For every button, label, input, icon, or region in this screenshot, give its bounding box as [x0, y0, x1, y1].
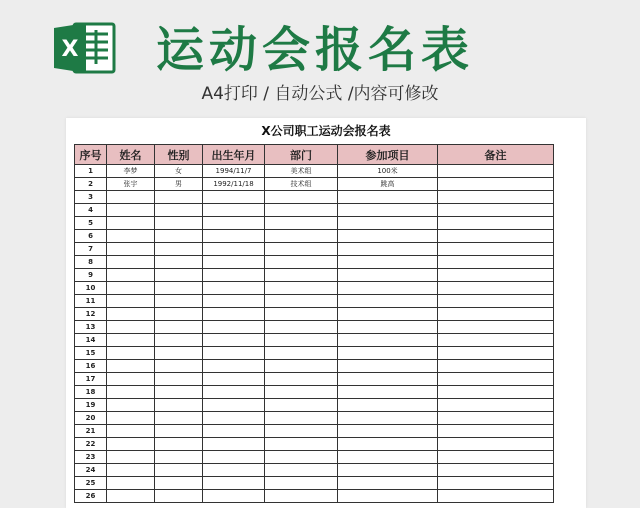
cell-col-birth[interactable] — [203, 308, 265, 321]
cell-col-gender[interactable] — [155, 412, 203, 425]
cell-col-birth[interactable] — [203, 425, 265, 438]
cell-col-event[interactable] — [338, 360, 438, 373]
cell-col-dept[interactable] — [265, 360, 338, 373]
cell-col-remark[interactable] — [438, 464, 554, 477]
cell-col-name[interactable] — [107, 191, 155, 204]
cell-col-remark[interactable] — [438, 373, 554, 386]
cell-col-dept[interactable] — [265, 425, 338, 438]
cell-col-no[interactable]: 25 — [75, 477, 107, 490]
cell-col-remark[interactable] — [438, 321, 554, 334]
cell-col-name[interactable] — [107, 256, 155, 269]
page-title: 运动会报名表 — [156, 22, 475, 78]
cell-col-dept[interactable] — [265, 451, 338, 464]
cell-col-event[interactable] — [338, 373, 438, 386]
cell-col-no[interactable]: 22 — [75, 438, 107, 451]
cell-col-birth[interactable]: 1994/11/7 — [203, 165, 265, 178]
cell-col-remark[interactable] — [438, 295, 554, 308]
cell-col-birth[interactable] — [203, 360, 265, 373]
cell-col-gender[interactable] — [155, 464, 203, 477]
cell-col-gender[interactable] — [155, 204, 203, 217]
table-row — [75, 217, 554, 230]
cell-col-dept[interactable]: 美术组 — [265, 165, 338, 178]
cell-col-birth[interactable] — [203, 269, 265, 282]
cell-col-event[interactable] — [338, 191, 438, 204]
table-row — [75, 321, 554, 334]
cell-col-name[interactable] — [107, 204, 155, 217]
cell-col-remark[interactable] — [438, 217, 554, 230]
cell-col-birth[interactable] — [203, 334, 265, 347]
cell-col-event[interactable] — [338, 490, 438, 503]
cell-col-name[interactable]: 张宇 — [107, 178, 155, 191]
cell-col-name[interactable] — [107, 269, 155, 282]
cell-col-name[interactable]: 李梦 — [107, 165, 155, 178]
cell-col-remark[interactable] — [438, 399, 554, 412]
cell-col-name[interactable] — [107, 295, 155, 308]
cell-col-no[interactable]: 11 — [75, 295, 107, 308]
cell-col-no[interactable]: 6 — [75, 230, 107, 243]
table-row — [75, 165, 554, 178]
cell-col-remark[interactable] — [438, 282, 554, 295]
cell-col-dept[interactable] — [265, 256, 338, 269]
cell-col-name[interactable] — [107, 321, 155, 334]
cell-col-name[interactable] — [107, 490, 155, 503]
cell-col-dept[interactable] — [265, 308, 338, 321]
table-row — [75, 256, 554, 269]
cell-col-no[interactable]: 7 — [75, 243, 107, 256]
cell-col-remark[interactable] — [438, 308, 554, 321]
cell-col-gender[interactable]: 女 — [155, 165, 203, 178]
table-row — [75, 386, 554, 399]
cell-col-no[interactable]: 18 — [75, 386, 107, 399]
cell-col-name[interactable] — [107, 243, 155, 256]
cell-col-dept[interactable] — [265, 399, 338, 412]
cell-col-gender[interactable] — [155, 360, 203, 373]
cell-col-no[interactable]: 20 — [75, 412, 107, 425]
cell-col-birth[interactable] — [203, 295, 265, 308]
cell-col-birth[interactable] — [203, 477, 265, 490]
page-header — [0, 0, 640, 118]
cell-col-dept[interactable] — [265, 464, 338, 477]
cell-col-gender[interactable] — [155, 347, 203, 360]
cell-col-no[interactable]: 23 — [75, 451, 107, 464]
cell-col-name[interactable] — [107, 412, 155, 425]
cell-col-remark[interactable] — [438, 438, 554, 451]
cell-col-dept[interactable] — [265, 334, 338, 347]
table-row — [75, 464, 554, 477]
cell-col-dept[interactable] — [265, 412, 338, 425]
cell-col-remark[interactable] — [438, 256, 554, 269]
cell-col-birth[interactable] — [203, 412, 265, 425]
header-col-remark: 备注 — [438, 145, 554, 165]
table-row — [75, 308, 554, 321]
cell-col-dept[interactable] — [265, 217, 338, 230]
cell-col-dept[interactable] — [265, 321, 338, 334]
cell-col-name[interactable] — [107, 451, 155, 464]
cell-col-remark[interactable] — [438, 191, 554, 204]
cell-col-name[interactable] — [107, 282, 155, 295]
spreadsheet-preview — [66, 118, 586, 508]
cell-col-dept[interactable] — [265, 191, 338, 204]
cell-col-remark[interactable] — [438, 386, 554, 399]
cell-col-remark[interactable] — [438, 243, 554, 256]
table-row — [75, 477, 554, 490]
cell-col-remark[interactable] — [438, 230, 554, 243]
logo-letter: X — [61, 37, 79, 62]
cell-col-remark[interactable] — [438, 425, 554, 438]
cell-col-no[interactable]: 21 — [75, 425, 107, 438]
cell-col-event[interactable] — [338, 321, 438, 334]
cell-col-name[interactable] — [107, 373, 155, 386]
cell-col-remark[interactable] — [438, 477, 554, 490]
cell-col-remark[interactable] — [438, 490, 554, 503]
header-col-no: 序号 — [75, 145, 107, 165]
cell-col-name[interactable] — [107, 386, 155, 399]
cell-col-no[interactable]: 8 — [75, 256, 107, 269]
header-col-name: 姓名 — [107, 145, 155, 165]
cell-col-event[interactable] — [338, 347, 438, 360]
cell-col-no[interactable]: 14 — [75, 334, 107, 347]
cell-col-gender[interactable] — [155, 295, 203, 308]
cell-col-birth[interactable] — [203, 191, 265, 204]
header-col-dept: 部门 — [265, 145, 338, 165]
cell-col-birth[interactable] — [203, 386, 265, 399]
cell-col-name[interactable] — [107, 360, 155, 373]
cell-col-event[interactable] — [338, 334, 438, 347]
cell-col-event[interactable] — [338, 386, 438, 399]
cell-col-event[interactable] — [338, 308, 438, 321]
cell-col-name[interactable] — [107, 217, 155, 230]
cell-col-dept[interactable] — [265, 373, 338, 386]
cell-col-gender[interactable] — [155, 282, 203, 295]
cell-col-gender[interactable] — [155, 438, 203, 451]
cell-col-name[interactable] — [107, 399, 155, 412]
cell-col-dept[interactable] — [265, 438, 338, 451]
cell-col-gender[interactable] — [155, 373, 203, 386]
cell-col-no[interactable]: 5 — [75, 217, 107, 230]
table-row — [75, 490, 554, 503]
cell-col-gender[interactable] — [155, 399, 203, 412]
cell-col-remark[interactable] — [438, 204, 554, 217]
header-col-gender: 性别 — [155, 145, 203, 165]
cell-col-no[interactable]: 1 — [75, 165, 107, 178]
cell-col-gender[interactable] — [155, 386, 203, 399]
cell-col-event[interactable]: 跳高 — [338, 178, 438, 191]
cell-col-name[interactable] — [107, 230, 155, 243]
registration-table — [74, 144, 554, 503]
cell-col-no[interactable]: 13 — [75, 321, 107, 334]
cell-col-remark[interactable] — [438, 334, 554, 347]
cell-col-no[interactable]: 17 — [75, 373, 107, 386]
cell-col-remark[interactable] — [438, 360, 554, 373]
cell-col-gender[interactable] — [155, 256, 203, 269]
cell-col-gender[interactable] — [155, 191, 203, 204]
cell-col-no[interactable]: 10 — [75, 282, 107, 295]
table-header-row — [75, 145, 554, 165]
cell-col-no[interactable]: 3 — [75, 191, 107, 204]
cell-col-dept[interactable] — [265, 282, 338, 295]
cell-col-birth[interactable] — [203, 256, 265, 269]
cell-col-birth[interactable]: 1992/11/18 — [203, 178, 265, 191]
cell-col-gender[interactable] — [155, 490, 203, 503]
cell-col-dept[interactable] — [265, 295, 338, 308]
cell-col-no[interactable]: 2 — [75, 178, 107, 191]
cell-col-gender[interactable] — [155, 217, 203, 230]
cell-col-birth[interactable] — [203, 347, 265, 360]
cell-col-dept[interactable] — [265, 477, 338, 490]
cell-col-birth[interactable] — [203, 399, 265, 412]
cell-col-birth[interactable] — [203, 451, 265, 464]
cell-col-event[interactable] — [338, 256, 438, 269]
table-row — [75, 438, 554, 451]
cell-col-event[interactable] — [338, 451, 438, 464]
cell-col-no[interactable]: 4 — [75, 204, 107, 217]
cell-col-gender[interactable] — [155, 243, 203, 256]
cell-col-no[interactable]: 12 — [75, 308, 107, 321]
cell-col-event[interactable] — [338, 412, 438, 425]
cell-col-event[interactable] — [338, 282, 438, 295]
cell-col-gender[interactable] — [155, 269, 203, 282]
cell-col-no[interactable]: 9 — [75, 269, 107, 282]
cell-col-dept[interactable] — [265, 243, 338, 256]
cell-col-birth[interactable] — [203, 282, 265, 295]
cell-col-event[interactable] — [338, 217, 438, 230]
cell-col-no[interactable]: 15 — [75, 347, 107, 360]
cell-col-birth[interactable] — [203, 217, 265, 230]
cell-col-event[interactable] — [338, 269, 438, 282]
cell-col-name[interactable] — [107, 334, 155, 347]
cell-col-birth[interactable] — [203, 438, 265, 451]
cell-col-event[interactable] — [338, 399, 438, 412]
cell-col-remark[interactable] — [438, 269, 554, 282]
table-row — [75, 295, 554, 308]
cell-col-gender[interactable] — [155, 425, 203, 438]
cell-col-event[interactable] — [338, 204, 438, 217]
cell-col-name[interactable] — [107, 425, 155, 438]
cell-col-name[interactable] — [107, 438, 155, 451]
table-row — [75, 243, 554, 256]
cell-col-remark[interactable] — [438, 451, 554, 464]
cell-col-event[interactable] — [338, 438, 438, 451]
cell-col-gender[interactable] — [155, 308, 203, 321]
cell-col-no[interactable]: 16 — [75, 360, 107, 373]
cell-col-name[interactable] — [107, 347, 155, 360]
cell-col-gender[interactable] — [155, 451, 203, 464]
cell-col-dept[interactable] — [265, 204, 338, 217]
cell-col-dept[interactable] — [265, 490, 338, 503]
table-row — [75, 360, 554, 373]
cell-col-dept[interactable]: 技术组 — [265, 178, 338, 191]
cell-col-event[interactable] — [338, 230, 438, 243]
cell-col-remark[interactable] — [438, 165, 554, 178]
cell-col-event[interactable] — [338, 425, 438, 438]
cell-col-dept[interactable] — [265, 269, 338, 282]
table-row — [75, 451, 554, 464]
table-row — [75, 204, 554, 217]
table-row — [75, 373, 554, 386]
cell-col-birth[interactable] — [203, 230, 265, 243]
cell-col-name[interactable] — [107, 464, 155, 477]
cell-col-gender[interactable]: 男 — [155, 178, 203, 191]
cell-col-event[interactable] — [338, 295, 438, 308]
cell-col-no[interactable]: 26 — [75, 490, 107, 503]
cell-col-gender[interactable] — [155, 321, 203, 334]
page-subtitle: A4打印 / 自动公式 /内容可修改 — [201, 84, 439, 104]
cell-col-event[interactable] — [338, 243, 438, 256]
cell-col-event[interactable]: 100米 — [338, 165, 438, 178]
cell-col-birth[interactable] — [203, 464, 265, 477]
cell-col-birth[interactable] — [203, 490, 265, 503]
cell-col-remark[interactable] — [438, 347, 554, 360]
excel-icon — [52, 20, 116, 76]
cell-col-birth[interactable] — [203, 243, 265, 256]
cell-col-dept[interactable] — [265, 230, 338, 243]
header-col-birth: 出生年月 — [203, 145, 265, 165]
cell-col-gender[interactable] — [155, 334, 203, 347]
cell-col-event[interactable] — [338, 477, 438, 490]
table-row — [75, 269, 554, 282]
cell-col-birth[interactable] — [203, 373, 265, 386]
cell-col-dept[interactable] — [265, 347, 338, 360]
cell-col-event[interactable] — [338, 464, 438, 477]
cell-col-gender[interactable] — [155, 477, 203, 490]
table-row — [75, 399, 554, 412]
cell-col-name[interactable] — [107, 477, 155, 490]
table-row — [75, 178, 554, 191]
header-col-event: 参加项目 — [338, 145, 438, 165]
cell-col-no[interactable]: 19 — [75, 399, 107, 412]
table-row — [75, 425, 554, 438]
sheet-title: X公司职工运动会报名表 — [261, 124, 391, 138]
table-row — [75, 191, 554, 204]
table-row — [75, 334, 554, 347]
table-row — [75, 282, 554, 295]
cell-col-no[interactable]: 24 — [75, 464, 107, 477]
cell-col-birth[interactable] — [203, 321, 265, 334]
table-row — [75, 230, 554, 243]
cell-col-remark[interactable] — [438, 412, 554, 425]
table-row — [75, 347, 554, 360]
cell-col-birth[interactable] — [203, 204, 265, 217]
cell-col-name[interactable] — [107, 308, 155, 321]
cell-col-remark[interactable] — [438, 178, 554, 191]
cell-col-gender[interactable] — [155, 230, 203, 243]
table-row — [75, 412, 554, 425]
cell-col-dept[interactable] — [265, 386, 338, 399]
